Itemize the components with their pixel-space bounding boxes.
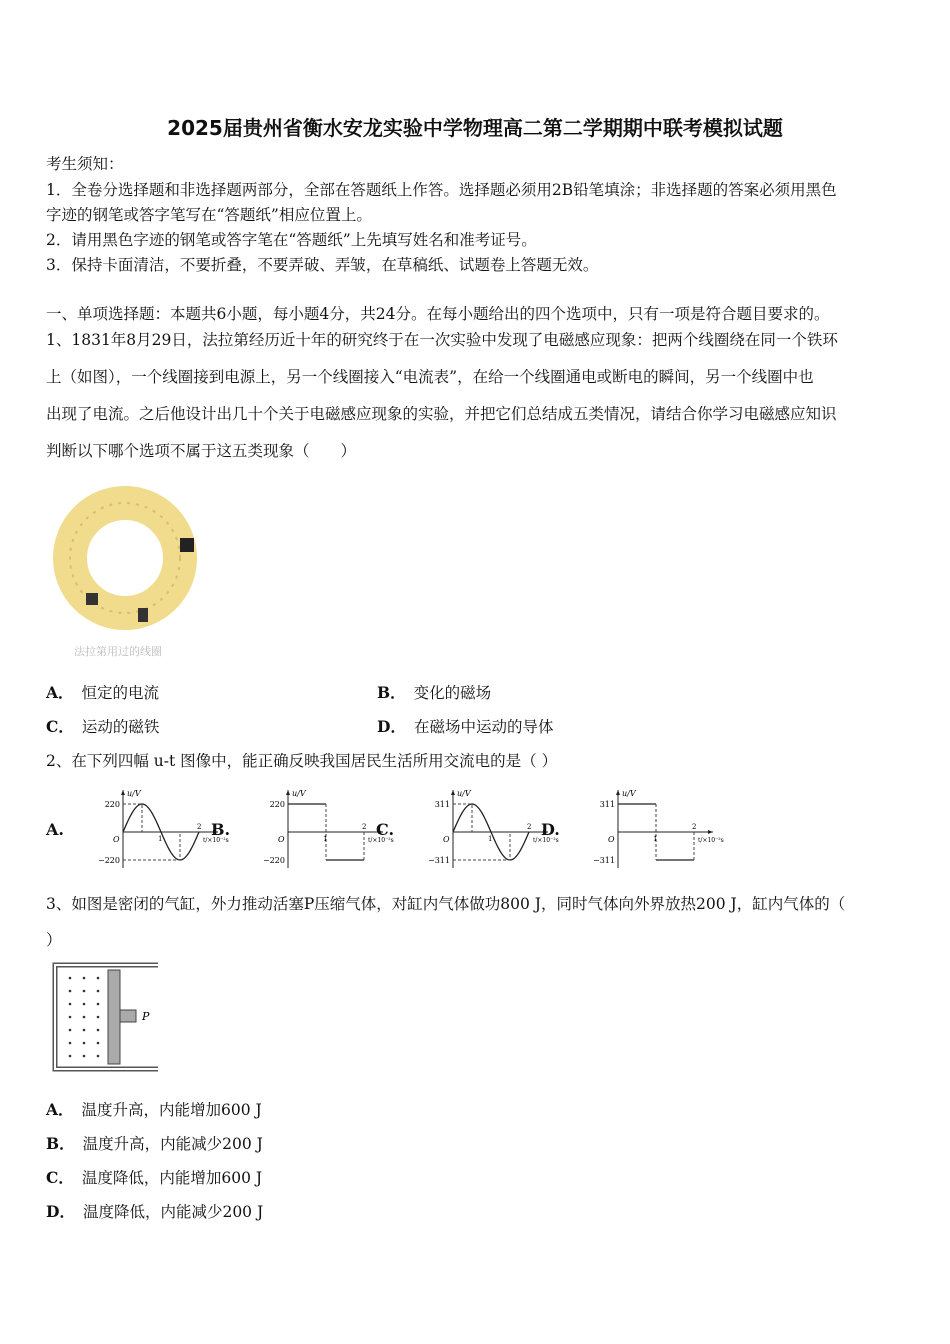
option-text: 温度降低，内能减少200 J (82, 1203, 264, 1221)
u-t-graph (76, 786, 229, 870)
option-key: D． (46, 1202, 75, 1221)
option-text: 在磁场中运动的导体 (413, 718, 554, 736)
q1-text: 1、1831年8月29日，法拉第经历近十年的研究终于在一次实验中发现了电磁感应现象：把两个线圈绕在同一个铁环 (46, 331, 838, 349)
graph-option-label: B. (211, 820, 231, 839)
tick-label: 2 (527, 823, 532, 831)
graph-option-label: A. (46, 820, 64, 839)
q1-text: 上（如图），一个线圈接到电源上，另一个线圈接入“电流表”，在给一个线圈通电或断电的瞬间，另一个线圈中也 (46, 368, 814, 386)
q3-option-b (46, 1132, 263, 1154)
tick-label: 2 (692, 823, 697, 831)
q3-text: 3、如图是密闭的气缸，外力推动活塞P压缩气体，对缸内气体做功800 J，同时气体向外界放热200 J，缸内气体的（ (46, 895, 846, 913)
negative-peak-label: −311 (428, 856, 450, 865)
negative-peak-label: −311 (593, 856, 615, 865)
u-t-graph (241, 786, 394, 870)
figure-caption: 法拉第用过的线圈 (74, 645, 162, 658)
q3-text: ） (46, 931, 62, 949)
option-text: 温度升高，内能增加600 J (81, 1101, 262, 1119)
option-text: 温度降低，内能增加600 J (81, 1169, 263, 1187)
option-key: A． (46, 1100, 74, 1119)
axes (618, 790, 713, 868)
axes (123, 790, 218, 868)
option-key: C． (46, 717, 74, 736)
notice-item: 3．保持卡面清洁，不要折叠，不要弄破、弄皱，在草稿纸、试题卷上答题无效。 (46, 256, 599, 274)
negative-peak-label: −220 (98, 856, 120, 865)
x-axis-label: t/×10⁻²s (698, 837, 724, 844)
tick-label: 1 (653, 835, 658, 843)
option-text: 运动的磁铁 (81, 718, 160, 736)
notice-item: 1．全卷分选择题和非选择题两部分，全部在答题纸上作答。选择题必须用2B铅笔填涂；非选择题的答案必须用黑色 (46, 181, 837, 199)
peak-label: 220 (104, 800, 120, 809)
x-axis-label: t/×10⁻²s (203, 837, 229, 844)
option-text: 变化的磁场 (413, 684, 492, 702)
axes (288, 790, 383, 868)
y-axis-label: u/V (622, 789, 636, 798)
negative-peak-label: −220 (263, 856, 285, 865)
section-heading: 一、单项选择题：本题共6小题，每小题4分，共24分。在每小题给出的四个选项中，只有一项是符合题目要求的。 (46, 305, 830, 323)
q3-option-a (46, 1098, 262, 1120)
y-axis-label: u/V (292, 789, 306, 798)
origin-label: O (278, 835, 285, 844)
peak-label: 311 (599, 800, 615, 809)
option-key: C． (46, 1168, 74, 1187)
notice-item: 字迹的钢笔或答字笔写在“答题纸”相应位置上。 (46, 206, 372, 224)
q3-option-c (46, 1166, 262, 1188)
u-t-graph (571, 786, 724, 870)
q1-option-c (46, 715, 159, 737)
piston-label: P (142, 1010, 150, 1023)
q1-option-b (377, 681, 491, 703)
origin-label: O (608, 835, 615, 844)
y-axis-label: u/V (457, 789, 471, 798)
peak-label: 220 (269, 800, 285, 809)
notice-item: 2．请用黑色字迹的钢笔或答字笔在“答题纸”上先填写姓名和准考证号。 (46, 231, 537, 249)
origin-label: O (113, 835, 120, 844)
u-t-graph (406, 786, 559, 870)
tick-label: 1 (158, 835, 163, 843)
tick-label: 2 (197, 823, 202, 831)
option-key: A． (46, 683, 74, 702)
q2-text: 2、在下列四幅 u-t 图像中，能正确反映我国居民生活所用交流电的是（ ） (46, 752, 558, 770)
page-title: 2025届贵州省衡水安龙实验中学物理高二第二学期期中联考模拟试题 (167, 116, 783, 140)
notice-heading: 考生须知： (46, 155, 124, 173)
option-text: 温度升高，内能减少200 J (82, 1135, 263, 1153)
y-axis-label: u/V (127, 789, 141, 798)
q1-option-d (377, 715, 553, 737)
x-axis-label: t/×10⁻²s (533, 837, 559, 844)
axes (453, 790, 548, 868)
q1-text: 判断以下哪个选项不属于这五类现象（ ） (46, 442, 357, 460)
option-text: 恒定的电流 (81, 684, 160, 702)
q1-option-a (46, 681, 159, 703)
peak-label: 311 (434, 800, 450, 809)
q1-text: 出现了电流。之后他设计出几十个关于电磁感应现象的实验，并把它们总结成五类情况，请结合你学习电磁感应知识 (46, 405, 837, 423)
graph-option-label: C. (376, 820, 395, 839)
graph-option-label: D. (541, 820, 560, 839)
option-key: D． (377, 717, 406, 736)
origin-label: O (443, 835, 450, 844)
cylinder-piston-diagram (52, 962, 164, 1074)
q3-option-d (46, 1200, 263, 1222)
tick-label: 1 (488, 835, 493, 843)
x-axis-label: t/×10⁻²s (368, 837, 394, 844)
option-key: B． (377, 683, 406, 702)
tick-label: 2 (362, 823, 367, 831)
option-key: B． (46, 1134, 75, 1153)
tick-label: 1 (323, 835, 328, 843)
iron-ring-coil-image (50, 483, 200, 633)
